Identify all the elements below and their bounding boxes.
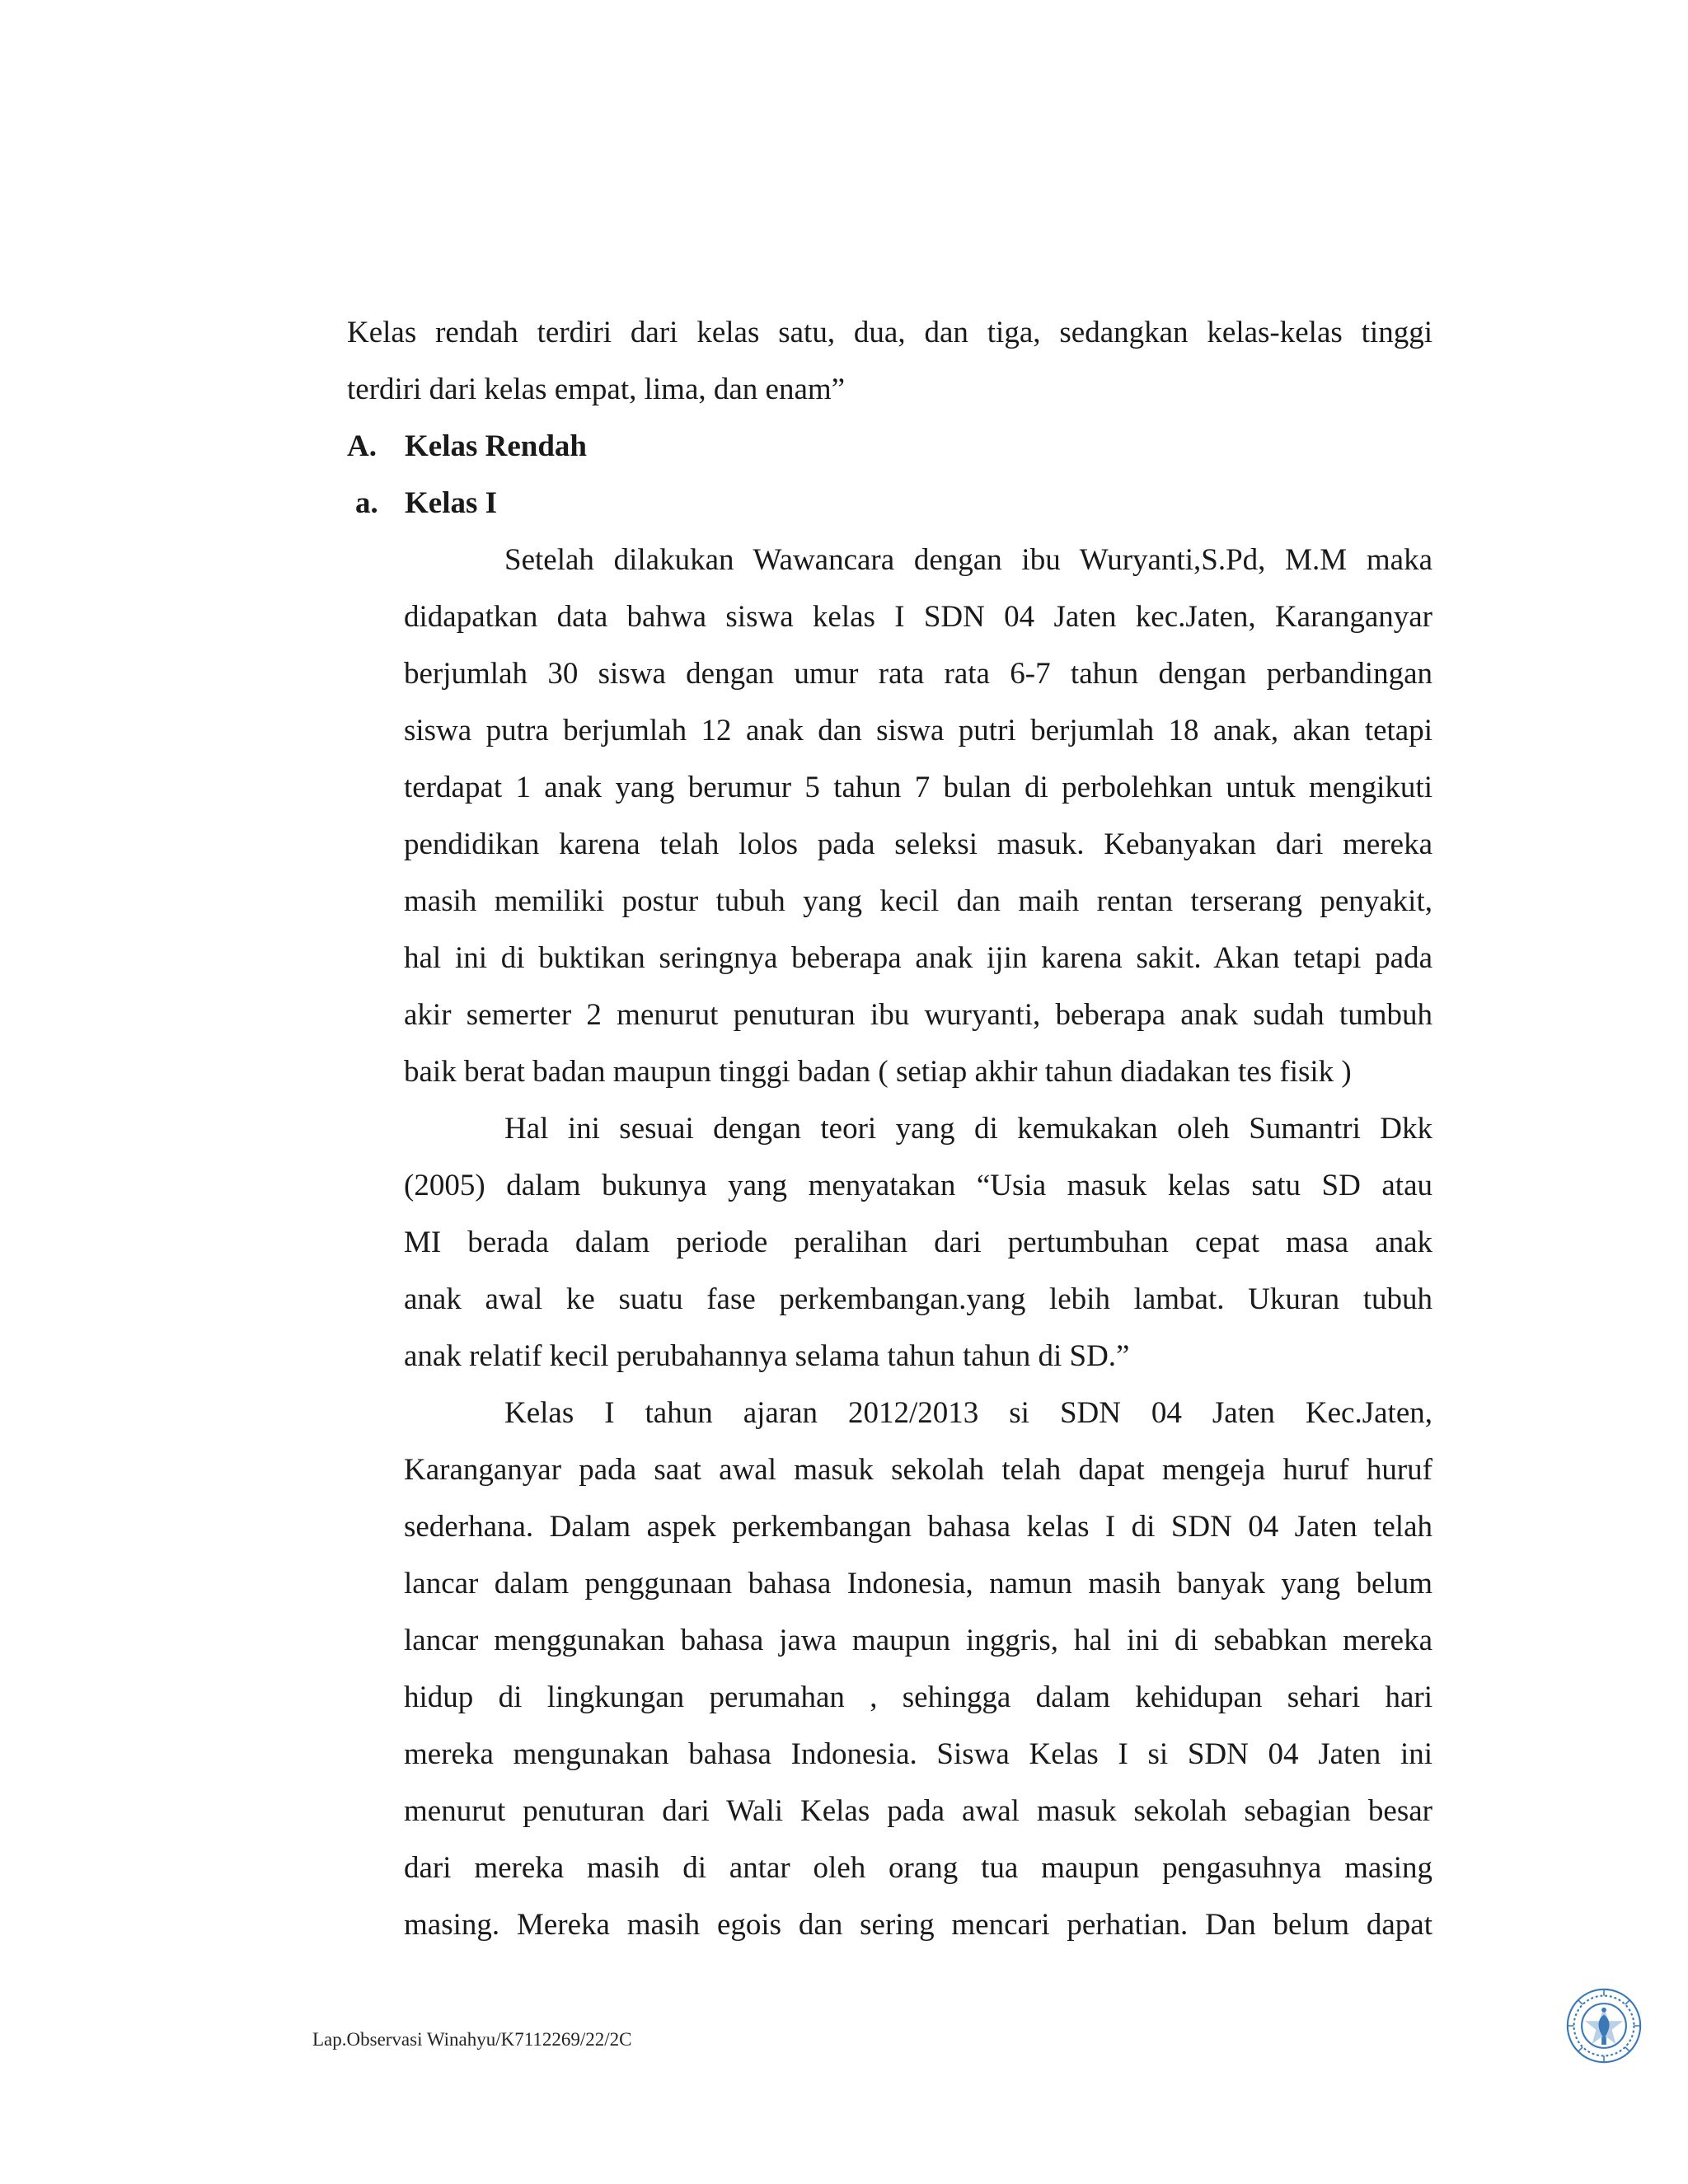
paragraph3-line-1: Kelas I tahun ajaran 2012/2013 si SDN 04 Jaten Kec.Jaten, [504,1396,1432,1430]
paragraph1-line-7: masih memiliki postur tubuh yang kecil dan maih rentan terserang penyakit, [404,884,1432,918]
section-title: Kelas Rendah [405,429,588,463]
subsection-marker: a. [355,486,378,520]
paragraph2-line-1: Hal ini sesuai dengan teori yang di kemukakan oleh Sumantri Dkk [504,1112,1432,1146]
paragraph2-line-4: anak awal ke suatu fase perkembangan.yang lebih lambat. Ukuran tubuh [404,1282,1432,1316]
paragraph1-line-10: baik berat badan maupun tinggi badan ( setiap akhir tahun diadakan tes fisik ) [404,1055,1352,1089]
paragraph1-line-8: hal ini di buktikan seringnya beberapa anak ijin karena sakit. Akan tetapi pada [404,941,1432,975]
page-footer: Lap.Observasi Winahyu/K7112269/22/2C [312,2029,632,2050]
section-marker: A. [347,429,377,463]
subsection-title: Kelas I [405,486,498,520]
paragraph1-line-6: pendidikan karena telah lolos pada seleksi masuk. Kebanyakan dari mereka [404,827,1432,861]
paragraph2-line-5: anak relatif kecil perubahannya selama tahun tahun di SD.” [404,1339,1130,1373]
paragraph3-line-4: lancar dalam penggunaan bahasa Indonesia, namun masih banyak yang belum [404,1567,1432,1601]
paragraph3-line-5: lancar menggunakan bahasa jawa maupun inggris, hal ini di sebabkan mereka [404,1624,1432,1657]
paragraph1-line-5: terdapat 1 anak yang berumur 5 tahun 7 bulan di perbolehkan untuk mengikuti [404,771,1432,804]
paragraph3-line-10: masing. Mereka masih egois dan sering mencari perhatian. Dan belum dapat [404,1908,1432,1942]
paragraph3-line-3: sederhana. Dalam aspek perkembangan bahasa kelas I di SDN 04 Jaten telah [404,1510,1432,1544]
paragraph1-line-1: Setelah dilakukan Wawancara dengan ibu Wuryanti,S.Pd, M.M maka [504,543,1432,577]
paragraph2-line-2: (2005) dalam bukunya yang menyatakan “Usia masuk kelas satu SD atau [404,1169,1432,1202]
paragraph1-line-9: akir semerter 2 menurut penuturan ibu wuryanti, beberapa anak sudah tumbuh [404,998,1432,1032]
paragraph1-line-2: didapatkan data bahwa siswa kelas I SDN 04 Jaten kec.Jaten, Karanganyar [404,600,1432,634]
subsection-heading-a [355,484,497,523]
paragraph1-line-3: berjumlah 30 siswa dengan umur rata rata 6-7 tahun dengan perbandingan [404,657,1432,691]
university-seal-icon [1564,1986,1643,2065]
paragraph3-line-8: menurut penuturan dari Wali Kelas pada awal masuk sekolah sebagian besar [404,1794,1432,1828]
paragraph3-line-2: Karanganyar pada saat awal masuk sekolah telah dapat mengeja huruf huruf [404,1453,1432,1487]
paragraph3-line-6: hidup di lingkungan perumahan , sehingga dalam kehidupan sehari hari [404,1680,1432,1714]
paragraph3-line-9: dari mereka masih di antar oleh orang tua maupun pengasuhnya masing [404,1851,1432,1885]
paragraph1-line-4: siswa putra berjumlah 12 anak dan siswa putri berjumlah 18 anak, akan tetapi [404,714,1432,748]
section-heading-a [347,427,587,466]
intro-line-2: terdiri dari kelas empat, lima, dan enam” [347,373,846,406]
paragraph3-line-7: mereka mengunakan bahasa Indonesia. Siswa Kelas I si SDN 04 Jaten ini [404,1737,1432,1771]
intro-line-1: Kelas rendah terdiri dari kelas satu, dua, dan tiga, sedangkan kelas-kelas tinggi [347,316,1432,349]
paragraph2-line-3: MI berada dalam periode peralihan dari pertumbuhan cepat masa anak [404,1226,1432,1259]
